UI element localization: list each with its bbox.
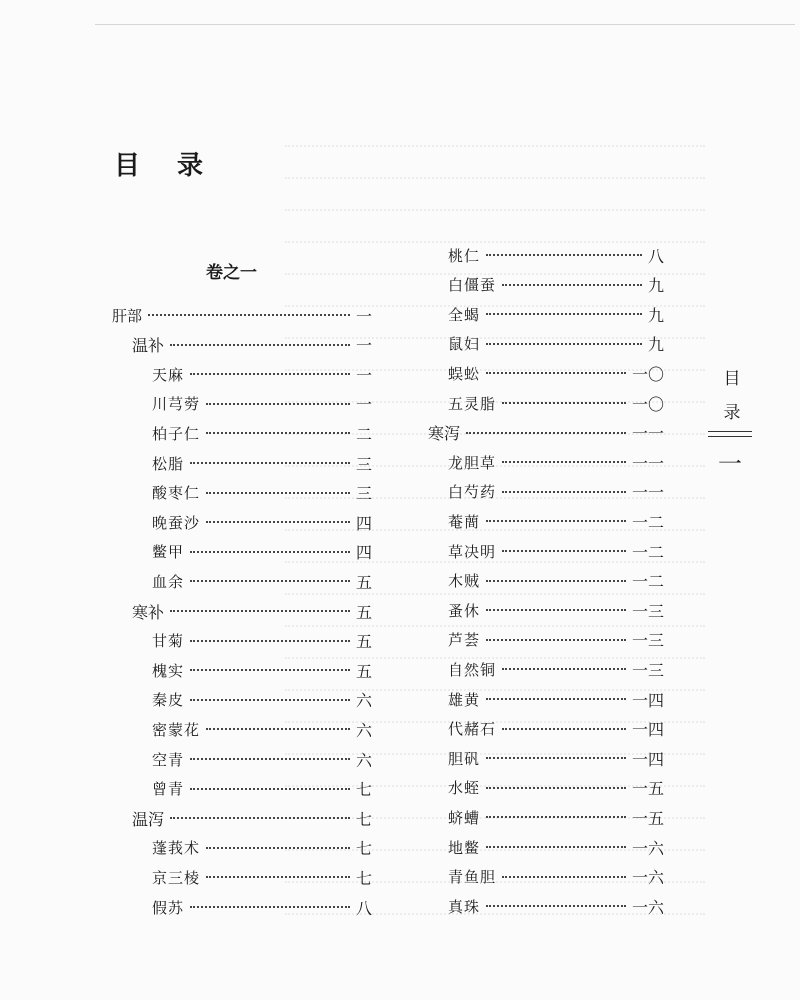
toc-entry-label: 柏子仁 xyxy=(152,424,201,443)
toc-entry xyxy=(152,510,372,534)
toc-entry-page: 八 xyxy=(647,246,664,266)
dot-leader xyxy=(486,787,626,789)
dot-leader xyxy=(148,314,350,316)
dot-leader xyxy=(190,551,350,553)
dot-leader xyxy=(486,905,626,907)
toc-entry xyxy=(448,273,664,297)
toc-entry-label: 密蒙花 xyxy=(152,720,201,739)
toc-entry-label: 真珠 xyxy=(448,897,481,916)
toc-entry-page: 一三 xyxy=(631,601,664,621)
toc-entry-label: 水蛭 xyxy=(448,779,481,798)
dot-leader xyxy=(190,699,350,701)
toc-entry-label: 代赭石 xyxy=(448,720,497,739)
toc-entry-page: 七 xyxy=(355,839,372,859)
toc-entry-page: 九 xyxy=(647,335,664,355)
toc-entry-label: 寒补 xyxy=(132,602,165,622)
dot-leader xyxy=(206,847,350,849)
toc-entry xyxy=(448,361,664,385)
side-section-label: 目录 xyxy=(723,369,741,423)
dot-leader xyxy=(502,491,626,493)
toc-entry-page: 二 xyxy=(355,424,372,444)
dot-leader xyxy=(466,432,626,434)
toc-entry xyxy=(132,806,372,830)
toc-entry-label: 自然铜 xyxy=(448,660,497,679)
toc-entry xyxy=(448,598,664,622)
toc-entry xyxy=(152,481,372,505)
toc-entry xyxy=(448,805,664,829)
toc-entry xyxy=(152,392,372,416)
dot-leader xyxy=(170,344,350,346)
toc-entry xyxy=(448,243,664,267)
toc-entry-label: 胆矾 xyxy=(448,749,481,768)
toc-entry-page: 三 xyxy=(355,484,372,504)
dot-leader xyxy=(486,639,626,641)
toc-entry-label: 桃仁 xyxy=(448,246,481,265)
toc-entry-page: 一二 xyxy=(631,512,664,532)
toc-entry-page: 一三 xyxy=(631,631,664,651)
toc-entry xyxy=(152,658,372,682)
dot-leader xyxy=(486,343,642,345)
toc-entry xyxy=(152,629,372,653)
toc-entry-label: 蓬莪术 xyxy=(152,839,201,858)
dot-leader xyxy=(190,758,350,760)
toc-entry-label: 五灵脂 xyxy=(448,394,497,413)
toc-entry-page: 一〇 xyxy=(631,364,664,384)
toc-entry xyxy=(448,687,664,711)
toc-entry-page: 五 xyxy=(355,632,372,652)
toc-entry-page: 一二 xyxy=(631,542,664,562)
toc-entry-page: 一六 xyxy=(631,838,664,858)
dot-leader xyxy=(486,254,642,256)
toc-entry xyxy=(152,836,372,860)
toc-entry-page: 一六 xyxy=(631,897,664,917)
toc-entry-page: 一一 xyxy=(631,424,664,444)
toc-entry xyxy=(152,777,372,801)
toc-entry-page: 三 xyxy=(355,454,372,474)
toc-entry-label: 白僵蚕 xyxy=(448,276,497,295)
toc-entry-page: 一四 xyxy=(631,720,664,740)
toc-entry-label: 假苏 xyxy=(152,898,185,917)
toc-entry-label: 曾青 xyxy=(152,780,185,799)
dot-leader xyxy=(486,609,626,611)
toc-entry-label: 寒泻 xyxy=(428,424,461,444)
toc-entry-page: 四 xyxy=(355,513,372,533)
toc-entry-label: 川芎䓖 xyxy=(152,395,201,414)
toc-entry-label: 甘菊 xyxy=(152,632,185,651)
dot-leader xyxy=(190,640,350,642)
toc-entry-label: 空青 xyxy=(152,750,185,769)
toc-entry-label: 天麻 xyxy=(152,365,185,384)
toc-entry xyxy=(152,421,372,445)
toc-entry-page: 七 xyxy=(355,809,372,829)
dot-leader xyxy=(502,668,626,670)
toc-entry-page: 一一 xyxy=(631,453,664,473)
dot-leader xyxy=(502,876,626,878)
dot-leader xyxy=(486,372,626,374)
dot-leader xyxy=(486,580,626,582)
toc-entry xyxy=(428,421,664,445)
toc-entry xyxy=(448,835,664,859)
side-page-number: 一 xyxy=(718,450,742,478)
toc-entry xyxy=(448,569,664,593)
toc-entry-label: 鼠妇 xyxy=(448,335,481,354)
dot-leader xyxy=(206,728,350,730)
toc-entry-label: 秦皮 xyxy=(152,691,185,710)
toc-entry-page: 四 xyxy=(355,543,372,563)
toc-entry xyxy=(448,332,664,356)
toc-entry-label: 京三棱 xyxy=(152,868,201,887)
dot-leader xyxy=(502,284,642,286)
toc-entry-page: 六 xyxy=(355,750,372,770)
toc-entry-page: 一五 xyxy=(631,808,664,828)
toc-entry xyxy=(132,333,372,357)
toc-entry-label: 松脂 xyxy=(152,454,185,473)
toc-entry-label: 芦荟 xyxy=(448,631,481,650)
dot-leader xyxy=(190,788,350,790)
toc-entry-page: 一〇 xyxy=(631,394,664,414)
toc-entry-label: 血余 xyxy=(152,572,185,591)
toc-entry xyxy=(448,539,664,563)
toc-entry-page: 六 xyxy=(355,691,372,711)
dot-leader xyxy=(502,461,626,463)
dot-leader xyxy=(170,610,350,612)
toc-entry-label: 草决明 xyxy=(448,542,497,561)
toc-entry-page: 一六 xyxy=(631,868,664,888)
toc-entry xyxy=(448,776,664,800)
toc-entry-label: 晚蚕沙 xyxy=(152,513,201,532)
dot-leader xyxy=(206,492,350,494)
dot-leader xyxy=(170,817,350,819)
side-divider-bottom xyxy=(708,436,752,437)
toc-entry xyxy=(152,895,372,919)
dot-leader xyxy=(206,432,350,434)
toc-entry-label: 肝部 xyxy=(112,306,143,325)
toc-entry xyxy=(152,569,372,593)
toc-entry xyxy=(448,391,664,415)
side-divider-top xyxy=(708,431,752,432)
volume-heading: 卷之一 xyxy=(206,263,257,283)
dot-leader xyxy=(486,520,626,522)
toc-entry-label: 酸枣仁 xyxy=(152,484,201,503)
toc-entry xyxy=(152,451,372,475)
toc-entry xyxy=(448,450,664,474)
toc-entry-page: 一二 xyxy=(631,572,664,592)
dot-leader xyxy=(206,876,350,878)
dot-leader xyxy=(486,313,642,315)
toc-entry-page: 一 xyxy=(355,395,372,415)
toc-entry-label: 鳖甲 xyxy=(152,543,185,562)
toc-entry-page: 五 xyxy=(355,572,372,592)
toc-entry-page: 一 xyxy=(355,336,372,356)
dot-leader xyxy=(486,816,626,818)
toc-entry-label: 龙胆草 xyxy=(448,453,497,472)
toc-entry-page: 七 xyxy=(355,780,372,800)
dot-leader xyxy=(190,669,350,671)
dot-leader xyxy=(190,373,350,375)
toc-entry xyxy=(152,540,372,564)
toc-entry-label: 蚤休 xyxy=(448,601,481,620)
toc-entry-label: 青鱼胆 xyxy=(448,868,497,887)
toc-entry xyxy=(448,894,664,918)
toc-entry xyxy=(448,717,664,741)
toc-entry-page: 一四 xyxy=(631,749,664,769)
dot-leader xyxy=(502,550,626,552)
dot-leader xyxy=(486,846,626,848)
toc-entry-page: 一五 xyxy=(631,779,664,799)
toc-entry-label: 全蝎 xyxy=(448,305,481,324)
toc-entry-label: 槐实 xyxy=(152,661,185,680)
toc-entry-page: 一 xyxy=(355,306,372,326)
toc-entry-label: 地鳖 xyxy=(448,838,481,857)
toc-entry-label: 蛴螬 xyxy=(448,808,481,827)
dot-leader xyxy=(190,580,350,582)
toc-entry xyxy=(448,865,664,889)
toc-entry-label: 木贼 xyxy=(448,572,481,591)
toc-entry xyxy=(448,657,664,681)
dot-leader xyxy=(190,462,350,464)
toc-entry xyxy=(448,628,664,652)
toc-entry-page: 七 xyxy=(355,868,372,888)
toc-entry xyxy=(448,509,664,533)
toc-entry-page: 一 xyxy=(355,365,372,385)
toc-entry-label: 白芍药 xyxy=(448,483,497,502)
dot-leader xyxy=(502,402,626,404)
dot-leader xyxy=(486,757,626,759)
toc-entry xyxy=(152,362,372,386)
dot-leader xyxy=(190,906,350,908)
dot-leader xyxy=(486,698,626,700)
toc-entry-page: 五 xyxy=(355,661,372,681)
toc-entry-page: 一一 xyxy=(631,483,664,503)
toc-entry-page: 九 xyxy=(647,276,664,296)
toc-entry-label: 蜈蚣 xyxy=(448,364,481,383)
page-title: 目 录 xyxy=(114,151,218,181)
toc-entry-page: 八 xyxy=(355,898,372,918)
toc-entry xyxy=(112,303,372,327)
toc-entry-page: 五 xyxy=(355,602,372,622)
toc-entry-page: 一三 xyxy=(631,660,664,680)
page-top-edge xyxy=(95,24,795,25)
toc-entry-page: 六 xyxy=(355,720,372,740)
toc-entry-page: 一四 xyxy=(631,690,664,710)
toc-entry xyxy=(448,746,664,770)
toc-entry xyxy=(152,688,372,712)
toc-entry-label: 菴蕳 xyxy=(448,512,481,531)
toc-entry xyxy=(152,717,372,741)
toc-entry-label: 雄黄 xyxy=(448,690,481,709)
toc-entry xyxy=(152,865,372,889)
toc-entry-label: 温泻 xyxy=(132,809,165,829)
toc-entry-page: 九 xyxy=(647,305,664,325)
toc-entry xyxy=(448,480,664,504)
dot-leader xyxy=(206,403,350,405)
dot-leader xyxy=(502,728,626,730)
dot-leader xyxy=(206,521,350,523)
toc-entry xyxy=(132,599,372,623)
toc-entry-label: 温补 xyxy=(132,336,165,356)
toc-entry xyxy=(152,747,372,771)
toc-entry xyxy=(448,302,664,326)
